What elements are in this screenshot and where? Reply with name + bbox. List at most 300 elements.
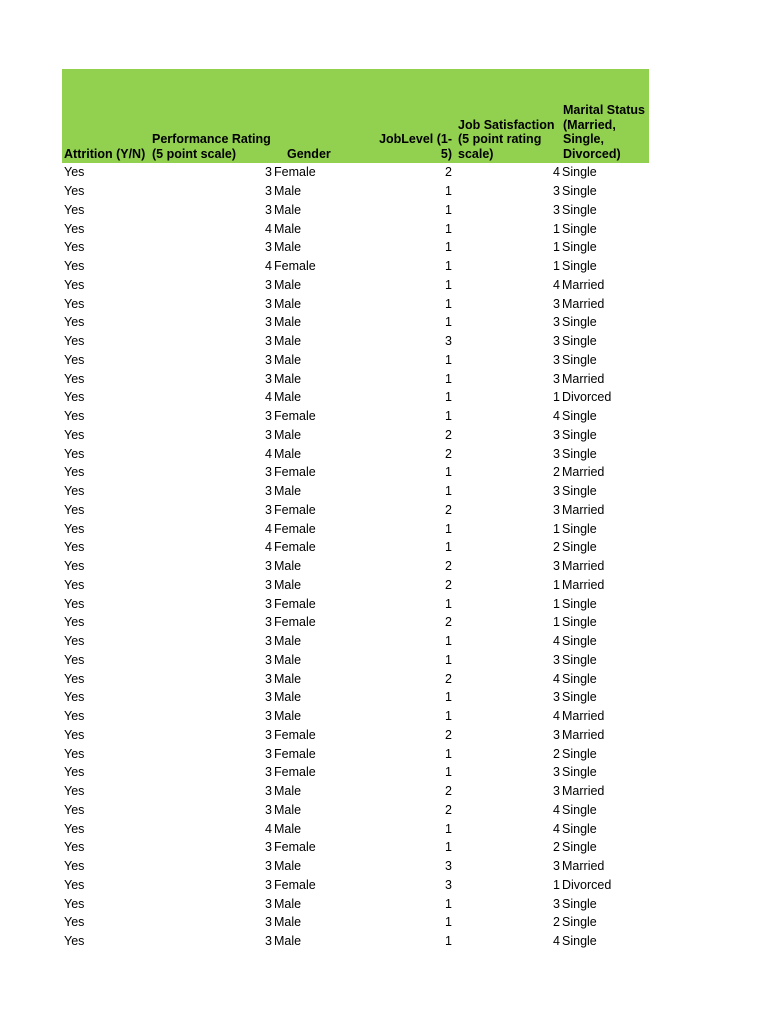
cell-job-satisfaction: 3 bbox=[553, 502, 560, 517]
cell-performance-rating: 3 bbox=[265, 652, 272, 667]
cell-marital-status: Single bbox=[562, 671, 597, 686]
cell-attrition: Yes bbox=[64, 465, 85, 480]
table-body bbox=[62, 163, 649, 951]
header-marital-status: Marital Status (Married, Single, Divorced) bbox=[563, 103, 645, 161]
cell-job-level: 2 bbox=[445, 502, 452, 517]
cell-job-satisfaction: 1 bbox=[553, 259, 560, 274]
table-row bbox=[62, 688, 649, 707]
cell-attrition: Yes bbox=[64, 746, 85, 761]
cell-attrition: Yes bbox=[64, 634, 85, 649]
cell-attrition: Yes bbox=[64, 877, 85, 892]
cell-job-level: 1 bbox=[445, 690, 452, 705]
cell-job-level: 1 bbox=[445, 259, 452, 274]
cell-attrition: Yes bbox=[64, 184, 85, 199]
cell-marital-status: Single bbox=[562, 652, 597, 667]
cell-gender: Male bbox=[274, 634, 302, 649]
cell-job-satisfaction: 3 bbox=[553, 334, 560, 349]
cell-job-level: 1 bbox=[445, 934, 452, 949]
cell-job-satisfaction: 3 bbox=[553, 727, 560, 742]
cell-performance-rating: 3 bbox=[265, 746, 272, 761]
cell-job-satisfaction: 3 bbox=[553, 296, 560, 311]
cell-gender: Female bbox=[274, 840, 316, 855]
cell-job-level: 3 bbox=[445, 859, 452, 874]
cell-job-satisfaction: 4 bbox=[553, 409, 560, 424]
cell-job-level: 1 bbox=[445, 221, 452, 236]
table-row bbox=[62, 801, 649, 820]
cell-job-level: 1 bbox=[445, 315, 452, 330]
table-row bbox=[62, 669, 649, 688]
table-row bbox=[62, 482, 649, 501]
cell-attrition: Yes bbox=[64, 671, 85, 686]
cell-attrition: Yes bbox=[64, 202, 85, 217]
cell-job-level: 1 bbox=[445, 765, 452, 780]
cell-performance-rating: 3 bbox=[265, 502, 272, 517]
cell-gender: Male bbox=[274, 277, 302, 292]
cell-attrition: Yes bbox=[64, 296, 85, 311]
cell-gender: Male bbox=[274, 577, 302, 592]
cell-attrition: Yes bbox=[64, 371, 85, 386]
cell-performance-rating: 3 bbox=[265, 465, 272, 480]
cell-attrition: Yes bbox=[64, 709, 85, 724]
cell-gender: Male bbox=[274, 240, 302, 255]
cell-performance-rating: 3 bbox=[265, 784, 272, 799]
cell-marital-status: Single bbox=[562, 259, 597, 274]
cell-marital-status: Married bbox=[562, 277, 605, 292]
table-row bbox=[62, 219, 649, 238]
cell-job-level: 1 bbox=[445, 634, 452, 649]
cell-gender: Male bbox=[274, 334, 302, 349]
cell-gender: Male bbox=[274, 352, 302, 367]
cell-job-level: 1 bbox=[445, 296, 452, 311]
cell-marital-status: Married bbox=[562, 371, 605, 386]
table-row bbox=[62, 838, 649, 857]
cell-job-satisfaction: 2 bbox=[553, 540, 560, 555]
cell-gender: Male bbox=[274, 671, 302, 686]
cell-marital-status: Single bbox=[562, 521, 597, 536]
cell-marital-status: Single bbox=[562, 484, 597, 499]
cell-job-satisfaction: 4 bbox=[553, 821, 560, 836]
cell-gender: Female bbox=[274, 877, 316, 892]
cell-attrition: Yes bbox=[64, 540, 85, 555]
table-row bbox=[62, 651, 649, 670]
cell-job-level: 2 bbox=[445, 671, 452, 686]
cell-performance-rating: 3 bbox=[265, 727, 272, 742]
cell-marital-status: Single bbox=[562, 352, 597, 367]
cell-job-satisfaction: 4 bbox=[553, 709, 560, 724]
cell-marital-status: Single bbox=[562, 934, 597, 949]
table-row bbox=[62, 744, 649, 763]
cell-gender: Female bbox=[274, 165, 316, 180]
table-header bbox=[62, 69, 649, 163]
table-row bbox=[62, 538, 649, 557]
cell-marital-status: Single bbox=[562, 634, 597, 649]
cell-marital-status: Married bbox=[562, 709, 605, 724]
cell-job-satisfaction: 2 bbox=[553, 915, 560, 930]
table-row bbox=[62, 238, 649, 257]
header-performance-rating: Performance Rating (5 point scale) bbox=[152, 132, 271, 161]
cell-performance-rating: 3 bbox=[265, 765, 272, 780]
cell-job-level: 3 bbox=[445, 877, 452, 892]
cell-gender: Male bbox=[274, 315, 302, 330]
cell-job-level: 1 bbox=[445, 652, 452, 667]
cell-performance-rating: 3 bbox=[265, 484, 272, 499]
cell-performance-rating: 4 bbox=[265, 821, 272, 836]
table-row bbox=[62, 351, 649, 370]
cell-marital-status: Single bbox=[562, 221, 597, 236]
header-attrition: Attrition (Y/N) bbox=[64, 146, 146, 161]
cell-gender: Male bbox=[274, 802, 302, 817]
cell-marital-status: Single bbox=[562, 840, 597, 855]
cell-job-satisfaction: 3 bbox=[553, 315, 560, 330]
cell-job-satisfaction: 3 bbox=[553, 784, 560, 799]
table-row bbox=[62, 726, 649, 745]
table-row bbox=[62, 632, 649, 651]
cell-attrition: Yes bbox=[64, 652, 85, 667]
cell-job-satisfaction: 1 bbox=[553, 221, 560, 236]
cell-job-level: 1 bbox=[445, 465, 452, 480]
cell-marital-status: Single bbox=[562, 896, 597, 911]
cell-attrition: Yes bbox=[64, 352, 85, 367]
cell-marital-status: Divorced bbox=[562, 390, 612, 405]
cell-attrition: Yes bbox=[64, 802, 85, 817]
cell-job-satisfaction: 4 bbox=[553, 671, 560, 686]
cell-performance-rating: 3 bbox=[265, 615, 272, 630]
cell-performance-rating: 3 bbox=[265, 934, 272, 949]
cell-attrition: Yes bbox=[64, 821, 85, 836]
cell-attrition: Yes bbox=[64, 915, 85, 930]
cell-attrition: Yes bbox=[64, 221, 85, 236]
header-row bbox=[62, 69, 649, 163]
cell-attrition: Yes bbox=[64, 315, 85, 330]
cell-performance-rating: 3 bbox=[265, 634, 272, 649]
cell-job-satisfaction: 1 bbox=[553, 615, 560, 630]
cell-marital-status: Married bbox=[562, 465, 605, 480]
table-row bbox=[62, 913, 649, 932]
table-row bbox=[62, 463, 649, 482]
cell-attrition: Yes bbox=[64, 240, 85, 255]
header-job-level: JobLevel (1-5) bbox=[379, 132, 452, 161]
cell-attrition: Yes bbox=[64, 427, 85, 442]
cell-gender: Male bbox=[274, 202, 302, 217]
cell-performance-rating: 3 bbox=[265, 802, 272, 817]
cell-gender: Female bbox=[274, 540, 316, 555]
cell-gender: Female bbox=[274, 465, 316, 480]
cell-job-satisfaction: 3 bbox=[553, 202, 560, 217]
cell-attrition: Yes bbox=[64, 559, 85, 574]
cell-performance-rating: 4 bbox=[265, 259, 272, 274]
table-row bbox=[62, 576, 649, 595]
cell-performance-rating: 4 bbox=[265, 521, 272, 536]
cell-marital-status: Single bbox=[562, 184, 597, 199]
cell-job-satisfaction: 1 bbox=[553, 240, 560, 255]
cell-marital-status: Single bbox=[562, 615, 597, 630]
cell-job-level: 1 bbox=[445, 521, 452, 536]
cell-gender: Male bbox=[274, 709, 302, 724]
cell-attrition: Yes bbox=[64, 484, 85, 499]
cell-attrition: Yes bbox=[64, 502, 85, 517]
cell-job-level: 1 bbox=[445, 409, 452, 424]
cell-gender: Female bbox=[274, 521, 316, 536]
cell-performance-rating: 3 bbox=[265, 240, 272, 255]
cell-job-satisfaction: 3 bbox=[553, 484, 560, 499]
table-row bbox=[62, 407, 649, 426]
cell-attrition: Yes bbox=[64, 596, 85, 611]
cell-attrition: Yes bbox=[64, 934, 85, 949]
cell-job-level: 2 bbox=[445, 427, 452, 442]
cell-gender: Male bbox=[274, 859, 302, 874]
table-row bbox=[62, 444, 649, 463]
cell-gender: Male bbox=[274, 559, 302, 574]
cell-marital-status: Married bbox=[562, 577, 605, 592]
cell-job-level: 1 bbox=[445, 352, 452, 367]
cell-job-level: 2 bbox=[445, 577, 452, 592]
cell-marital-status: Single bbox=[562, 540, 597, 555]
cell-gender: Male bbox=[274, 652, 302, 667]
cell-performance-rating: 3 bbox=[265, 202, 272, 217]
cell-marital-status: Single bbox=[562, 690, 597, 705]
cell-performance-rating: 3 bbox=[265, 877, 272, 892]
cell-gender: Male bbox=[274, 371, 302, 386]
cell-marital-status: Married bbox=[562, 784, 605, 799]
cell-job-satisfaction: 4 bbox=[553, 634, 560, 649]
cell-gender: Female bbox=[274, 615, 316, 630]
cell-performance-rating: 3 bbox=[265, 409, 272, 424]
table-row bbox=[62, 294, 649, 313]
cell-gender: Male bbox=[274, 390, 302, 405]
cell-performance-rating: 3 bbox=[265, 709, 272, 724]
cell-marital-status: Single bbox=[562, 240, 597, 255]
cell-performance-rating: 3 bbox=[265, 577, 272, 592]
cell-marital-status: Married bbox=[562, 859, 605, 874]
cell-gender: Male bbox=[274, 934, 302, 949]
cell-job-level: 2 bbox=[445, 615, 452, 630]
cell-attrition: Yes bbox=[64, 727, 85, 742]
cell-job-satisfaction: 1 bbox=[553, 596, 560, 611]
cell-attrition: Yes bbox=[64, 521, 85, 536]
table-row bbox=[62, 557, 649, 576]
cell-job-level: 1 bbox=[445, 821, 452, 836]
cell-performance-rating: 4 bbox=[265, 221, 272, 236]
cell-marital-status: Married bbox=[562, 559, 605, 574]
cell-gender: Female bbox=[274, 746, 316, 761]
cell-performance-rating: 3 bbox=[265, 596, 272, 611]
cell-gender: Female bbox=[274, 502, 316, 517]
cell-job-satisfaction: 3 bbox=[553, 184, 560, 199]
cell-gender: Male bbox=[274, 896, 302, 911]
cell-job-satisfaction: 1 bbox=[553, 390, 560, 405]
cell-job-level: 3 bbox=[445, 334, 452, 349]
cell-marital-status: Single bbox=[562, 746, 597, 761]
cell-marital-status: Single bbox=[562, 802, 597, 817]
cell-job-level: 1 bbox=[445, 596, 452, 611]
table-row bbox=[62, 332, 649, 351]
cell-job-level: 2 bbox=[445, 727, 452, 742]
cell-job-satisfaction: 4 bbox=[553, 165, 560, 180]
cell-job-level: 2 bbox=[445, 802, 452, 817]
cell-marital-status: Single bbox=[562, 165, 597, 180]
cell-job-level: 1 bbox=[445, 896, 452, 911]
cell-attrition: Yes bbox=[64, 334, 85, 349]
table-row bbox=[62, 857, 649, 876]
cell-job-level: 1 bbox=[445, 371, 452, 386]
cell-job-level: 2 bbox=[445, 446, 452, 461]
cell-job-satisfaction: 3 bbox=[553, 427, 560, 442]
table-row bbox=[62, 388, 649, 407]
cell-attrition: Yes bbox=[64, 840, 85, 855]
cell-attrition: Yes bbox=[64, 165, 85, 180]
cell-gender: Male bbox=[274, 296, 302, 311]
cell-job-level: 1 bbox=[445, 915, 452, 930]
cell-performance-rating: 4 bbox=[265, 446, 272, 461]
table-row bbox=[62, 932, 649, 951]
cell-gender: Male bbox=[274, 784, 302, 799]
table-row bbox=[62, 182, 649, 201]
cell-performance-rating: 4 bbox=[265, 390, 272, 405]
cell-marital-status: Married bbox=[562, 727, 605, 742]
cell-marital-status: Single bbox=[562, 821, 597, 836]
cell-performance-rating: 3 bbox=[265, 296, 272, 311]
cell-performance-rating: 3 bbox=[265, 896, 272, 911]
cell-marital-status: Single bbox=[562, 446, 597, 461]
cell-marital-status: Married bbox=[562, 296, 605, 311]
cell-gender: Male bbox=[274, 690, 302, 705]
cell-job-satisfaction: 2 bbox=[553, 840, 560, 855]
cell-job-level: 1 bbox=[445, 746, 452, 761]
cell-performance-rating: 3 bbox=[265, 165, 272, 180]
cell-gender: Male bbox=[274, 221, 302, 236]
cell-attrition: Yes bbox=[64, 446, 85, 461]
cell-job-satisfaction: 4 bbox=[553, 277, 560, 292]
cell-job-satisfaction: 3 bbox=[553, 559, 560, 574]
table-row bbox=[62, 369, 649, 388]
cell-job-satisfaction: 3 bbox=[553, 446, 560, 461]
cell-gender: Male bbox=[274, 821, 302, 836]
table-row bbox=[62, 313, 649, 332]
cell-performance-rating: 3 bbox=[265, 690, 272, 705]
cell-performance-rating: 3 bbox=[265, 334, 272, 349]
cell-job-level: 1 bbox=[445, 277, 452, 292]
table-row bbox=[62, 707, 649, 726]
cell-gender: Male bbox=[274, 427, 302, 442]
cell-job-level: 1 bbox=[445, 709, 452, 724]
cell-performance-rating: 3 bbox=[265, 277, 272, 292]
cell-gender: Male bbox=[274, 484, 302, 499]
cell-gender: Female bbox=[274, 765, 316, 780]
table-row bbox=[62, 594, 649, 613]
cell-marital-status: Single bbox=[562, 915, 597, 930]
cell-attrition: Yes bbox=[64, 390, 85, 405]
cell-performance-rating: 3 bbox=[265, 915, 272, 930]
table-row bbox=[62, 763, 649, 782]
cell-performance-rating: 3 bbox=[265, 427, 272, 442]
cell-marital-status: Single bbox=[562, 765, 597, 780]
cell-gender: Male bbox=[274, 184, 302, 199]
cell-job-satisfaction: 3 bbox=[553, 896, 560, 911]
cell-job-satisfaction: 3 bbox=[553, 690, 560, 705]
cell-performance-rating: 3 bbox=[265, 671, 272, 686]
cell-job-satisfaction: 4 bbox=[553, 934, 560, 949]
table-row bbox=[62, 613, 649, 632]
cell-attrition: Yes bbox=[64, 577, 85, 592]
table-row bbox=[62, 519, 649, 538]
cell-job-satisfaction: 2 bbox=[553, 465, 560, 480]
cell-attrition: Yes bbox=[64, 277, 85, 292]
cell-attrition: Yes bbox=[64, 896, 85, 911]
cell-job-satisfaction: 3 bbox=[553, 652, 560, 667]
cell-job-satisfaction: 1 bbox=[553, 577, 560, 592]
cell-job-satisfaction: 1 bbox=[553, 521, 560, 536]
cell-job-satisfaction: 3 bbox=[553, 859, 560, 874]
cell-job-satisfaction: 3 bbox=[553, 765, 560, 780]
cell-gender: Female bbox=[274, 596, 316, 611]
table-row bbox=[62, 782, 649, 801]
cell-performance-rating: 3 bbox=[265, 352, 272, 367]
cell-job-level: 1 bbox=[445, 484, 452, 499]
cell-attrition: Yes bbox=[64, 615, 85, 630]
cell-marital-status: Single bbox=[562, 427, 597, 442]
cell-marital-status: Single bbox=[562, 202, 597, 217]
cell-attrition: Yes bbox=[64, 859, 85, 874]
table-row bbox=[62, 426, 649, 445]
cell-performance-rating: 3 bbox=[265, 559, 272, 574]
cell-job-satisfaction: 3 bbox=[553, 371, 560, 386]
cell-gender: Female bbox=[274, 409, 316, 424]
cell-job-satisfaction: 3 bbox=[553, 352, 560, 367]
cell-job-level: 2 bbox=[445, 559, 452, 574]
table-row bbox=[62, 257, 649, 276]
cell-job-level: 1 bbox=[445, 202, 452, 217]
cell-marital-status: Single bbox=[562, 315, 597, 330]
table-row bbox=[62, 201, 649, 220]
table-row bbox=[62, 894, 649, 913]
cell-attrition: Yes bbox=[64, 409, 85, 424]
cell-job-level: 1 bbox=[445, 840, 452, 855]
cell-attrition: Yes bbox=[64, 765, 85, 780]
cell-gender: Male bbox=[274, 446, 302, 461]
cell-performance-rating: 3 bbox=[265, 315, 272, 330]
cell-marital-status: Divorced bbox=[562, 877, 612, 892]
cell-attrition: Yes bbox=[64, 784, 85, 799]
cell-marital-status: Single bbox=[562, 409, 597, 424]
cell-performance-rating: 3 bbox=[265, 184, 272, 199]
cell-marital-status: Single bbox=[562, 596, 597, 611]
cell-job-level: 2 bbox=[445, 165, 452, 180]
cell-performance-rating: 4 bbox=[265, 540, 272, 555]
table-row bbox=[62, 501, 649, 520]
header-job-satisfaction: Job Satisfaction (5 point rating scale) bbox=[458, 117, 555, 161]
cell-marital-status: Married bbox=[562, 502, 605, 517]
cell-job-satisfaction: 1 bbox=[553, 877, 560, 892]
cell-job-satisfaction: 4 bbox=[553, 802, 560, 817]
attrition-data-table bbox=[62, 69, 649, 951]
cell-performance-rating: 3 bbox=[265, 371, 272, 386]
cell-attrition: Yes bbox=[64, 259, 85, 274]
cell-gender: Female bbox=[274, 727, 316, 742]
cell-performance-rating: 3 bbox=[265, 859, 272, 874]
table-row bbox=[62, 276, 649, 295]
cell-job-level: 1 bbox=[445, 184, 452, 199]
table-row bbox=[62, 163, 649, 182]
cell-job-satisfaction: 2 bbox=[553, 746, 560, 761]
table-row bbox=[62, 876, 649, 895]
cell-job-level: 2 bbox=[445, 784, 452, 799]
cell-performance-rating: 3 bbox=[265, 840, 272, 855]
cell-job-level: 1 bbox=[445, 540, 452, 555]
table-row bbox=[62, 819, 649, 838]
cell-gender: Female bbox=[274, 259, 316, 274]
header-gender: Gender bbox=[287, 146, 331, 161]
cell-gender: Male bbox=[274, 915, 302, 930]
